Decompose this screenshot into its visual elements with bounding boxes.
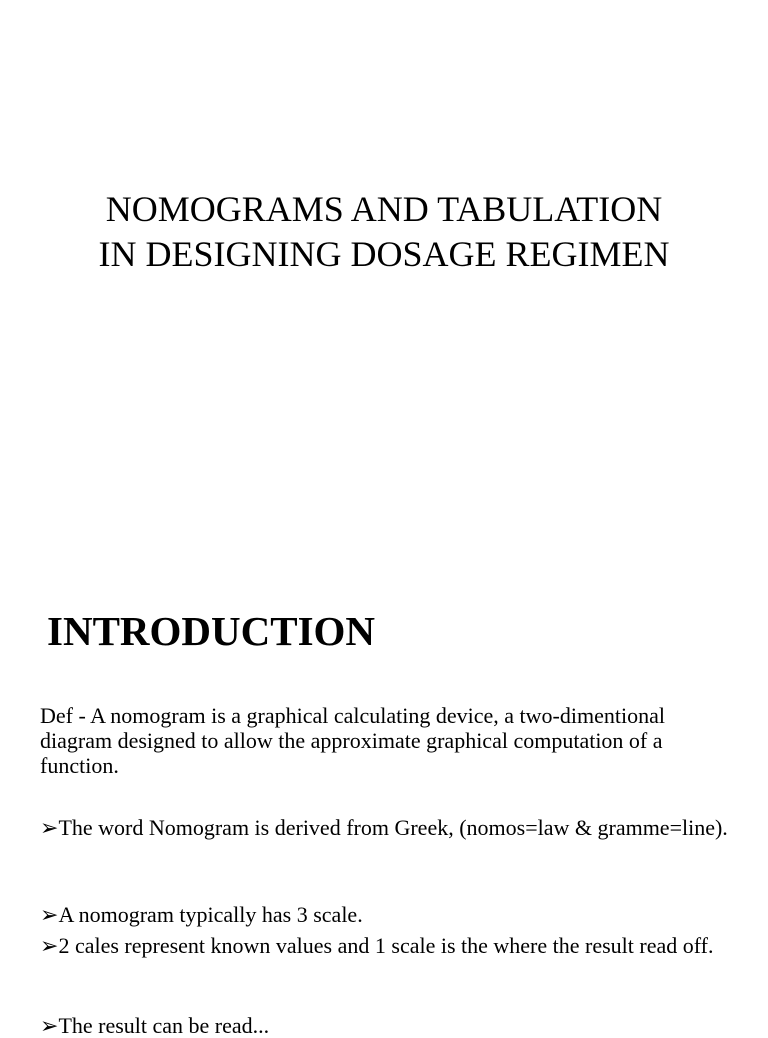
definition-paragraph: Def - A nomogram is a graphical calculating device, a two-dimentional diagram designed to allow the approximate graphical computation of a function.	[40, 703, 665, 778]
bullet-text: The word Nomogram is derived from Greek, (nomos=law & gramme=line).	[58, 815, 728, 840]
bullet-item	[40, 902, 730, 927]
section-heading: INTRODUCTION	[47, 608, 376, 654]
bullet-text: A nomogram typically has 3 scale.	[58, 902, 363, 927]
arrow-bullet-icon: ➢	[40, 815, 59, 840]
arrow-bullet-icon: ➢	[40, 902, 59, 927]
slide-title-line-2: IN DESIGNING DOSAGE REGIMEN	[98, 234, 670, 274]
arrow-bullet-icon: ➢	[40, 1013, 59, 1038]
bullet-item	[40, 1013, 730, 1038]
bullet-item	[40, 933, 730, 958]
slide-title-line-1: NOMOGRAMS AND TABULATION	[105, 189, 663, 229]
bullet-text: The result can be read...	[58, 1013, 270, 1038]
arrow-bullet-icon: ➢	[40, 933, 59, 958]
slide-title	[0, 187, 768, 277]
bullet-text: 2 cales represent known values and 1 scale is the where the result read off.	[58, 933, 714, 958]
bullet-item	[40, 815, 730, 840]
